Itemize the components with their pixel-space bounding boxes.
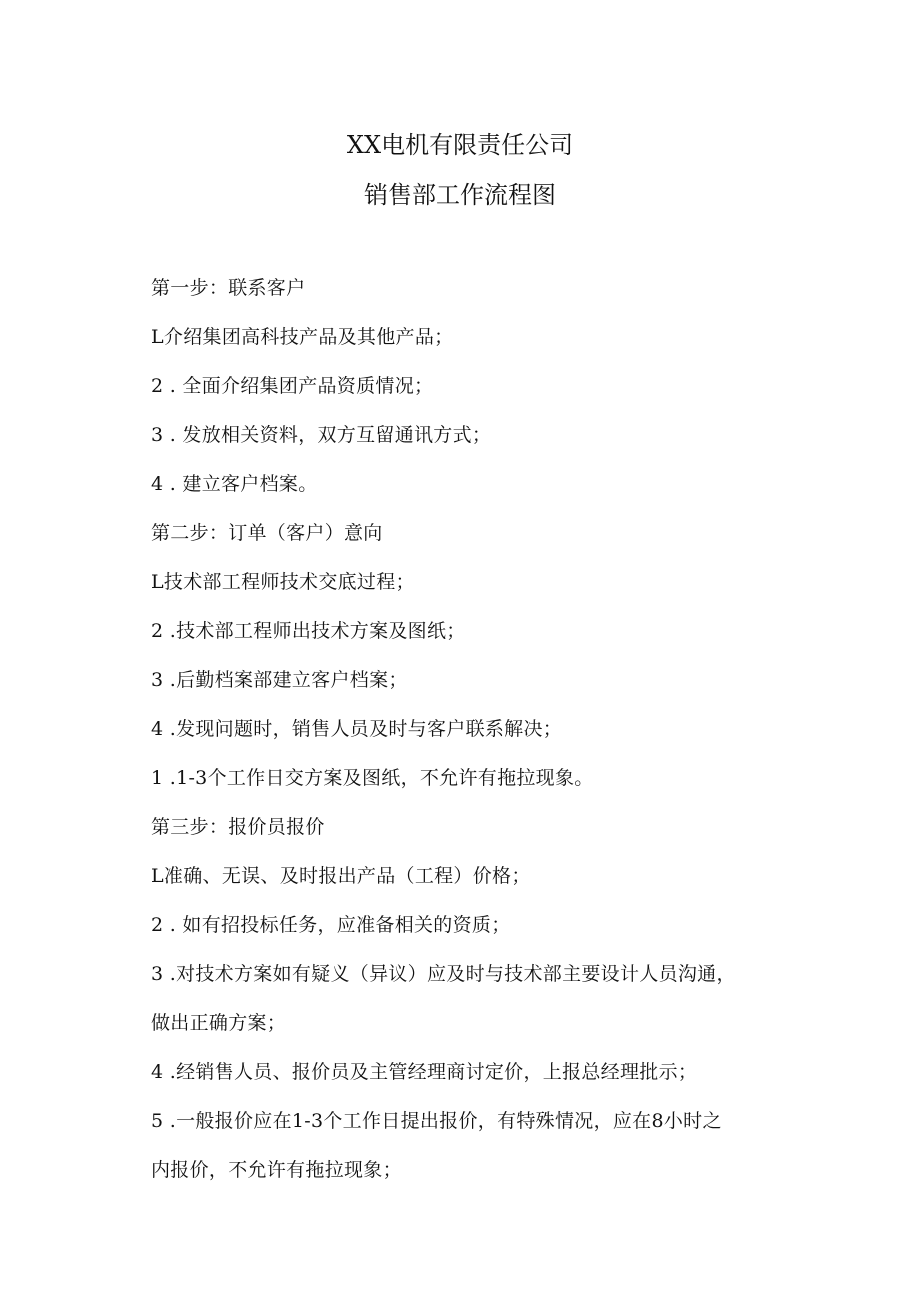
step-1-item-1: L介绍集团高科技产品及其他产品； <box>151 326 454 348</box>
step-3-item-2: 2 . 如有招投标任务，应准备相关的资质； <box>151 914 511 936</box>
step-1-item-4: 4 . 建立客户档案。 <box>151 473 318 495</box>
step-1-heading: 第一步：联系客户 <box>151 277 306 299</box>
step-2-heading: 第二步：订单（客户）意向 <box>151 522 383 544</box>
step-3-item-4: 4 .经销售人员、报价员及主管经理商讨定价，上报总经理批示； <box>151 1061 698 1083</box>
step-3-item-5: 5 .一般报价应在1-3个工作日提出报价，有特殊情况，应在8小时之 <box>151 1110 722 1132</box>
step-1-item-3: 3 . 发放相关资料，双方互留通讯方式； <box>151 424 492 446</box>
step-3-item-5-continued: 内报价，不允许有拖拉现象； <box>151 1159 402 1181</box>
step-3-item-1: L准确、无误、及时报出产品（工程）价格； <box>151 865 531 887</box>
step-2-item-2: 2 .技术部工程师出技术方案及图纸； <box>151 620 466 642</box>
step-2-item-3: 3 .后勤档案部建立客户档案； <box>151 669 408 691</box>
step-1-item-2: 2 . 全面介绍集团产品资质情况； <box>151 375 434 397</box>
step-3-item-3: 3 .对技术方案如有疑义（异议）应及时与技术部主要设计人员沟通， <box>151 963 736 985</box>
step-2-item-4: 4 .发现问题时，销售人员及时与客户联系解决； <box>151 718 563 740</box>
step-2-item-5: 1 .1-3个工作日交方案及图纸，不允许有拖拉现象。 <box>151 767 594 789</box>
step-2-item-1: L技术部工程师技术交底过程； <box>151 571 415 593</box>
company-name-title: XX电机有限责任公司 <box>346 131 574 159</box>
step-3-item-3-continued: 做出正确方案； <box>151 1012 287 1034</box>
step-3-heading: 第三步：报价员报价 <box>151 816 325 838</box>
document-title: 销售部工作流程图 <box>364 181 556 209</box>
